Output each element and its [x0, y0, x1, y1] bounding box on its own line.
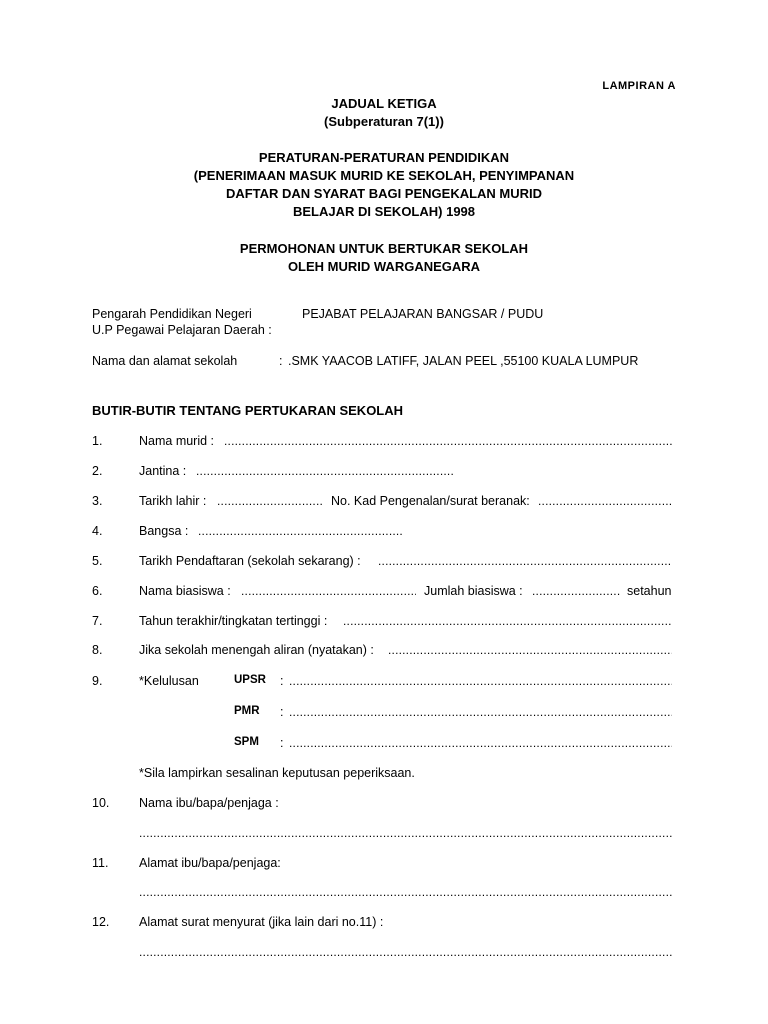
sekolah-value: .SMK YAACOB LATIFF, JALAN PEEL ,55100 KUALA LUMPUR [288, 354, 639, 368]
jantina-field[interactable] [196, 464, 453, 478]
kad-pengenalan-label: No. Kad Pengenalan/surat beranak: [331, 494, 530, 508]
kelulusan-label: *Kelulusan [139, 674, 199, 688]
aliran-label: Jika sekolah menengah aliran (nyatakan) : [139, 643, 374, 657]
pmr-colon: : [280, 705, 284, 719]
nama-biasiswa-label: Nama biasiswa : [139, 584, 231, 598]
tarikh-lahir-label: Tarikh lahir : [139, 494, 207, 508]
nama-murid-field[interactable] [224, 434, 672, 448]
nama-biasiswa-field[interactable] [241, 584, 416, 598]
item-number-6: 6. [92, 584, 103, 598]
item-number-5: 5. [92, 554, 103, 568]
tarikh-lahir-field[interactable] [217, 494, 324, 508]
item-number-7: 7. [92, 614, 103, 628]
subtitle-line-2: OLEH MURID WARGANEGARA [287, 259, 481, 274]
subtitle-line-1: PERMOHONAN UNTUK BERTUKAR SEKOLAH [239, 241, 529, 256]
item-number-4: 4. [92, 524, 103, 538]
spm-field[interactable] [289, 736, 672, 750]
subperaturan-title: (Subperaturan 7(1)) [324, 114, 444, 129]
pmr-field[interactable] [289, 705, 672, 719]
title-line-1: PERATURAN-PERATURAN PENDIDIKAN [258, 150, 510, 165]
upsr-field[interactable] [289, 674, 672, 688]
item-number-3: 3. [92, 494, 103, 508]
upsr-label: UPSR [234, 674, 266, 686]
jantina-label: Jantina : [139, 464, 187, 478]
item-number-2: 2. [92, 464, 103, 478]
nama-ibubapa-label: Nama ibu/bapa/penjaga : [139, 796, 279, 810]
jumlah-biasiswa-field[interactable] [532, 584, 621, 598]
lampiran-label: LAMPIRAN A [602, 80, 676, 92]
bangsa-field[interactable] [198, 524, 402, 538]
upsr-colon: : [280, 674, 284, 688]
tarikh-pendaftaran-field[interactable] [378, 554, 672, 568]
pmr-label: PMR [234, 705, 260, 717]
title-line-4: BELAJAR DI SEKOLAH) 1998 [292, 204, 476, 219]
title-line-3: DAFTAR DAN SYARAT BAGI PENGEKALAN MURID [225, 186, 543, 201]
pengarah-label: Pengarah Pendidikan Negeri [92, 307, 252, 321]
sekolah-label: Nama dan alamat sekolah [92, 354, 238, 368]
lampiran-note: *Sila lampirkan sesalinan keputusan peperiksaan. [139, 766, 415, 780]
aliran-field[interactable] [388, 643, 672, 657]
spm-label: SPM [234, 736, 259, 748]
kad-pengenalan-field[interactable] [538, 494, 672, 508]
item-number-10: 10. [92, 796, 110, 810]
spm-colon: : [280, 736, 284, 750]
up-label: U.P Pegawai Pelajaran Daerah : [92, 323, 272, 337]
tarikh-pendaftaran-label: Tarikh Pendaftaran (sekolah sekarang) : [139, 554, 361, 568]
sekolah-colon: : [279, 354, 283, 368]
alamat-surat-field[interactable] [139, 945, 672, 959]
title-line-2: (PENERIMAAN MASUK MURID KE SEKOLAH, PENYIMPANAN [193, 168, 575, 183]
alamat-ibubapa-label: Alamat ibu/bapa/penjaga: [139, 856, 281, 870]
nama-ibubapa-field[interactable] [139, 826, 672, 840]
item-number-8: 8. [92, 643, 103, 657]
pengarah-value: PEJABAT PELAJARAN BANGSAR / PUDU [302, 307, 544, 321]
alamat-ibubapa-field[interactable] [139, 885, 672, 899]
jumlah-biasiswa-label: Jumlah biasiswa : [424, 584, 523, 598]
tahun-terakhir-label: Tahun terakhir/tingkatan tertinggi : [139, 614, 328, 628]
section-title: BUTIR-BUTIR TENTANG PERTUKARAN SEKOLAH [92, 403, 404, 418]
bangsa-label: Bangsa : [139, 524, 189, 538]
item-number-11: 11. [92, 856, 109, 870]
tahun-terakhir-field[interactable] [343, 614, 672, 628]
alamat-surat-label: Alamat surat menyurat (jika lain dari no.11) : [139, 915, 384, 929]
item-number-1: 1. [92, 434, 103, 448]
item-number-9: 9. [92, 674, 103, 688]
setahun-label: setahun [627, 584, 672, 598]
jadual-title: JADUAL KETIGA [331, 96, 437, 111]
nama-murid-label: Nama murid : [139, 434, 215, 448]
item-number-12: 12. [92, 915, 110, 929]
